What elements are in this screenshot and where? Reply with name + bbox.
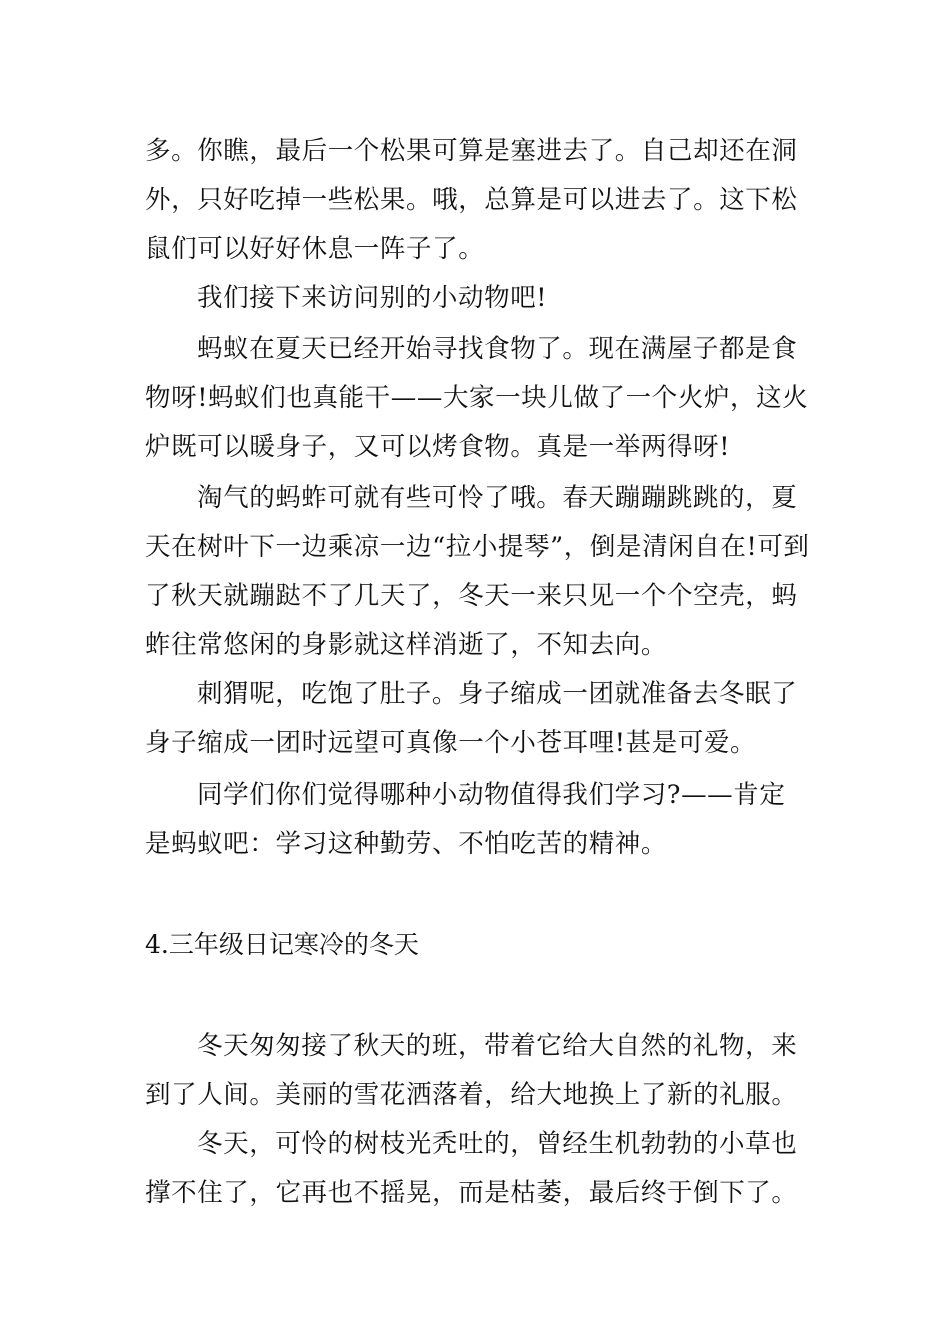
section-heading: 4.三年级日记寒冷的冬天 [145,930,419,959]
paragraph-visit-other-animals: 我们接下来访问别的小动物吧! [197,283,548,313]
paragraph-winter-branches: 冬天，可怜的树枝光秃吐的，曾经生机勃勃的小草也撑不住了，它再也不摇晃，而是枯萎，最后终于倒下了。 [145,1129,798,1208]
paragraph-winter-arrives: 冬天匆匆接了秋天的班，带着它给大自然的礼物，来到了人间。美丽的雪花洒落着，给大地换上了新的礼服。 [145,1031,798,1110]
paragraph-grasshopper: 淘气的蚂蚱可就有些可怜了哦。春天蹦蹦跳跳的，夏天在树叶下一边乘凉一边“拉小提琴”，倒是清闲自在!可到了秋天就蹦跶不了几天了，冬天一来只见一个个空壳，蚂蚱往常悠闲的身影就这样消逝了，不知去向。 [145,483,810,660]
paragraph-conclusion: 同学们你们觉得哪种小动物值得我们学习?——肯定是蚂蚁吧：学习这种勤劳、不怕吃苦的精神。 [145,780,786,859]
paragraph-hedgehog: 刺猬呢，吃饱了肚子。身子缩成一团就准备去冬眠了身子缩成一团时远望可真像一个小苍耳哩!甚是可爱。 [145,679,798,758]
paragraph-ants: 蚂蚁在夏天已经开始寻找食物了。现在满屋子都是食物呀!蚂蚁们也真能干——大家一块儿做了一个火炉，这火炉既可以暖身子，又可以烤食物。真是一举两得呀! [145,334,809,462]
paragraph-squirrel-continued: 多。你瞧，最后一个松果可算是塞进去了。自己却还在洞外，只好吃掉一些松果。哦，总算是可以进去了。这下松鼠们可以好好休息一阵子了。 [145,136,798,264]
